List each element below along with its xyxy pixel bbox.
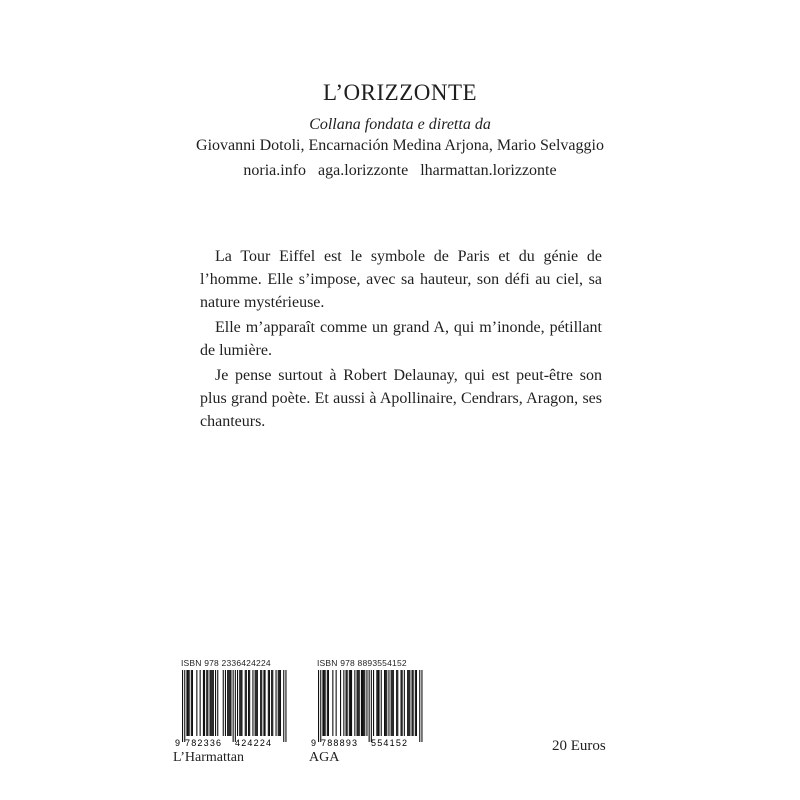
barcode-bar (413, 670, 414, 736)
barcode-bar (206, 670, 207, 736)
barcode-bar (271, 670, 272, 736)
barcode-bar (212, 670, 213, 736)
barcode-digits-right: 424224 (235, 738, 273, 748)
barcode-bar (255, 670, 256, 736)
barcode-bar (369, 670, 370, 742)
barcode-bar (362, 670, 363, 736)
barcode-bar (217, 670, 218, 736)
barcode-bar (384, 670, 385, 736)
series-editors: Giovanni Dotoli, Encarnación Medina Arjona, Mario Selvaggio (196, 137, 604, 154)
barcode-bar (189, 670, 190, 736)
barcode-bar (228, 670, 229, 736)
barcode-bar (421, 670, 422, 742)
barcode-bar (203, 670, 204, 736)
barcode-bar (371, 670, 372, 742)
publisher-name: AGA (309, 750, 340, 765)
barcode-bar (213, 670, 214, 736)
barcode-bar (379, 670, 380, 736)
barcode-bar (260, 670, 261, 736)
barcode-bar (322, 670, 323, 736)
barcode-bar (186, 670, 187, 736)
barcode-bar (227, 670, 228, 736)
barcode-bar (257, 670, 258, 736)
barcode-bar (188, 670, 189, 736)
barcode-bar (396, 670, 397, 736)
barcode-bar (397, 670, 398, 736)
barcode-bar (381, 670, 382, 736)
barcode-bar (245, 670, 246, 736)
barcode-bar (349, 670, 350, 736)
barcode-block-harmattan (173, 658, 292, 766)
barcode-bar (241, 670, 242, 736)
barcode-bar (211, 670, 212, 736)
barcode-graphic (309, 670, 428, 748)
barcode-bar (235, 670, 236, 742)
barcode-bar (318, 670, 319, 742)
barcode-bar (325, 670, 326, 736)
barcode-bar (412, 670, 413, 736)
barcode-bar (419, 670, 420, 742)
barcode-bar (324, 670, 325, 736)
barcode-bar (391, 670, 392, 736)
barcode-bar (346, 670, 347, 736)
barcode-bar (233, 670, 234, 742)
link-noria[interactable]: noria.info (243, 162, 307, 179)
barcode-bar (230, 670, 231, 736)
barcode-bar (246, 670, 247, 736)
barcode-digits-left: 782336 (185, 738, 223, 748)
barcode-digits-right: 554152 (371, 738, 409, 748)
barcode-bar (361, 670, 362, 736)
barcode-bar (340, 670, 341, 736)
barcode-bar (404, 670, 405, 736)
barcode-bar (283, 670, 284, 742)
blurb-text (200, 245, 602, 435)
barcode-bar (343, 670, 344, 736)
barcode-bar (407, 670, 408, 736)
barcode-bar (328, 670, 329, 736)
barcode-bar (285, 670, 286, 742)
barcode-bar (240, 670, 241, 736)
link-aga[interactable]: aga.lorizzonte (318, 162, 409, 179)
barcode-bar (263, 670, 264, 736)
series-links (0, 160, 800, 181)
barcode-bar (225, 670, 226, 736)
barcode-bar (200, 670, 201, 736)
barcode-bar (350, 670, 351, 736)
barcode-digits-left: 788893 (321, 738, 359, 748)
barcode-bar (272, 670, 273, 736)
barcode-bar (386, 670, 387, 736)
barcode-bar (347, 670, 348, 736)
barcode-bar (336, 670, 337, 736)
isbn-label: ISBN 978 8893554152 (317, 658, 407, 668)
barcode-bar (192, 670, 193, 736)
barcode-bar (357, 670, 358, 736)
barcode-bar (252, 670, 253, 736)
barcode-bar (223, 670, 224, 736)
barcode-bar (268, 670, 269, 736)
barcode-bar (269, 670, 270, 736)
barcode-bar (261, 670, 262, 736)
barcode-bar (377, 670, 378, 736)
barcode-bar (182, 670, 183, 742)
barcode-bar (215, 670, 216, 736)
barcode-digit-first: 9 (311, 738, 317, 748)
series-subtitle: Collana fondata e diretta da (309, 116, 491, 133)
link-lharmattan[interactable]: lharmattan.lorizzonte (420, 162, 557, 179)
blurb-paragraph-2: Elle m’apparaît comme un grand A, qui m’inonde, pétillant de lumière. (200, 319, 602, 359)
barcode-bar (229, 670, 230, 736)
barcode-bar (332, 670, 333, 736)
barcode-bar (401, 670, 402, 736)
barcode-bar (239, 670, 240, 736)
barcode-bar (364, 670, 365, 736)
barcode-bar (409, 670, 410, 736)
barcode-bar (196, 670, 197, 736)
barcode-bar (210, 670, 211, 736)
barcode-bar (393, 670, 394, 736)
barcode-bar (237, 670, 238, 736)
barcode-bar (351, 670, 352, 736)
blurb-paragraph-3: Je pense surtout à Robert Delaunay, qui est peut-être son plus grand poète. Et aussi à Apollinaire, Cendrars, Aragon, ses chanteurs. (200, 367, 602, 430)
barcode-bar (265, 670, 266, 736)
barcode-bar (358, 670, 359, 736)
barcode-bar (366, 670, 367, 736)
barcode-bar (363, 670, 364, 736)
barcode-bar (256, 670, 257, 736)
barcode-bar (388, 670, 389, 736)
barcode-bar (278, 670, 279, 736)
barcode-bar (408, 670, 409, 736)
barcode-bar (402, 670, 403, 736)
barcode-bar (207, 670, 208, 736)
barcode-bar (385, 670, 386, 736)
barcode-bar (204, 670, 205, 736)
barcode-bar (354, 670, 355, 736)
barcode-bar (415, 670, 416, 736)
publisher-name: L’Harmattan (173, 750, 245, 765)
barcode-bar (376, 670, 377, 736)
barcode-bar (392, 670, 393, 736)
barcode-bar (279, 670, 280, 736)
barcode-bar (276, 670, 277, 736)
barcode-bar (191, 670, 192, 736)
isbn-label: ISBN 978 2336424224 (181, 658, 271, 668)
blurb-paragraph-1: La Tour Eiffel est le symbole de Paris et du génie de l’homme. Elle s’impose, avec sa hauteur, son défi au ciel, sa nature mystérieuse. (200, 248, 602, 311)
barcode-bar (359, 670, 360, 736)
price: 20 Euros (552, 738, 606, 754)
barcode-bar (184, 670, 185, 742)
barcode-bar (249, 670, 250, 736)
series-title: L’ORIZZONTE (322, 80, 478, 105)
barcode-digit-first: 9 (175, 738, 181, 748)
barcode-block-aga (309, 658, 428, 766)
barcode-bar (320, 670, 321, 742)
barcode-graphic (173, 670, 292, 748)
barcode-bar (280, 670, 281, 736)
barcode-bar (416, 670, 417, 736)
barcode-bar (248, 670, 249, 736)
barcode-bar (327, 670, 328, 736)
barcode-bar (373, 670, 374, 736)
